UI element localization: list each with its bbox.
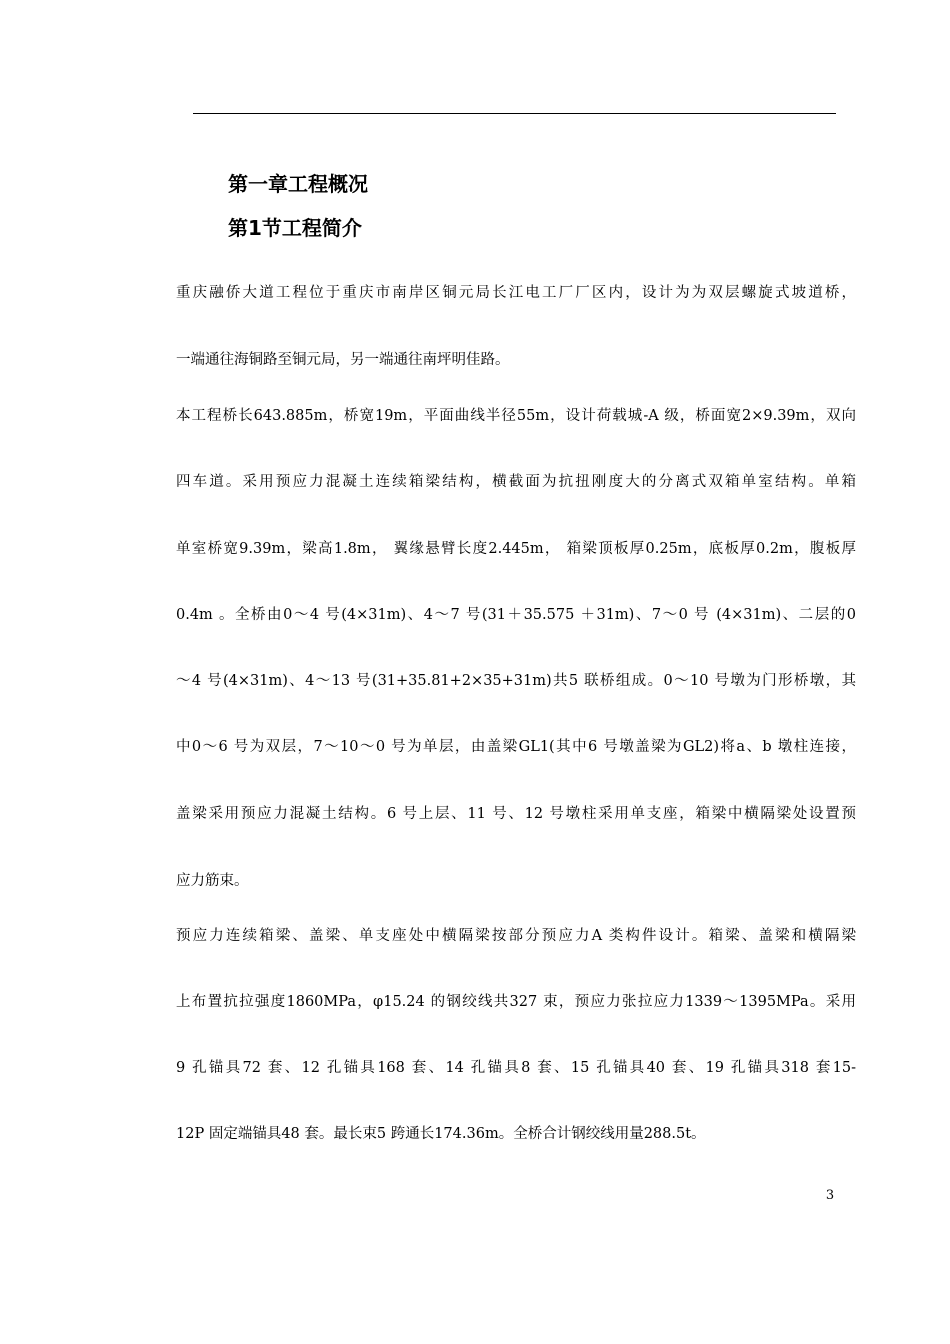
body-line-8: 中0～6 号为双层，7～10～0 号为单层，由盖梁GL1(其中6 号墩盖梁为GL2)将a、b 墩柱连接， xyxy=(176,739,856,755)
body-line-7: ～4 号(4×31m)、4～13 号(31+35.81+2×35+31m)共5 联桥组成。0～10 号墩为门形桥墩，其 xyxy=(176,673,856,689)
body-line-9: 盖梁采用预应力混凝土结构。6 号上层、11 号、12 号墩柱采用单支座，箱梁中横隔梁处设置预 xyxy=(176,806,856,822)
body-line-13: 9 孔锚具72 套、12 孔锚具168 套、14 孔锚具8 套、15 孔锚具40 套、19 孔锚具318 套15- xyxy=(176,1060,856,1076)
body-line-2: 一端通往海铜路至铜元局，另一端通往南坪明佳路。 xyxy=(176,352,510,368)
body-line-14: 12P 固定端锚具48 套。最长束5 跨通长174.36m。全桥合计钢绞线用量288.5t。 xyxy=(176,1126,706,1142)
body-line-5: 单室桥宽9.39m，梁高1.8m， 翼缘悬臂长度2.445m， 箱梁顶板厚0.25m，底板厚0.2m，腹板厚 xyxy=(176,541,856,557)
chapter-title: 第一章工程概况 xyxy=(228,172,368,196)
body-line-11: 预应力连续箱梁、盖梁、单支座处中横隔梁按部分预应力A 类构件设计。箱梁、盖梁和横隔梁 xyxy=(176,928,856,944)
page-number: 3 xyxy=(825,1188,835,1203)
header-rule xyxy=(193,113,836,114)
section-title: 第1节工程简介 xyxy=(228,216,362,240)
body-line-6: 0.4m 。全桥由0～4 号(4×31m)、4～7 号(31＋35.575 ＋31m)、7～0 号 (4×31m)、二层的0 xyxy=(176,607,856,623)
body-line-4: 四车道。采用预应力混凝土连续箱梁结构，横截面为抗扭刚度大的分离式双箱单室结构。单箱 xyxy=(176,474,856,490)
body-line-3: 本工程桥长643.885m，桥宽19m，平面曲线半径55m，设计荷载城-A 级，桥面宽2×9.39m，双向 xyxy=(176,408,856,424)
body-line-1: 重庆融侨大道工程位于重庆市南岸区铜元局长江电工厂厂区内，设计为为双层螺旋式坡道桥， xyxy=(176,285,856,301)
body-line-10: 应力筋束。 xyxy=(176,873,249,889)
body-line-12: 上布置抗拉强度1860MPa，φ15.24 的钢绞线共327 束，预应力张拉应力1339～1395MPa。采用 xyxy=(176,994,856,1010)
